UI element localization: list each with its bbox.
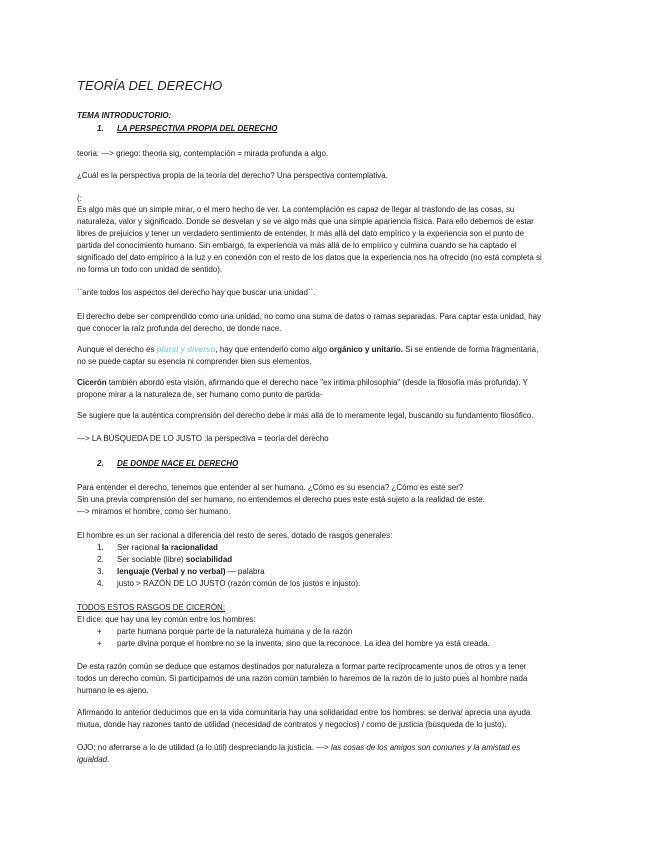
tema-heading: TEMA INTRODUCTORIO: <box>77 111 172 120</box>
text-run: Ser racional <box>117 543 162 552</box>
paragraph-aunque <box>77 344 585 368</box>
text-run: Aunque el derecho es <box>77 345 157 354</box>
plus-bullet-icon: + <box>97 627 102 636</box>
paragraph-line: El derecho debe ser comprendido como una unidad, no como una suma de datos o ramas separadas. Para captar esta unidad, hay <box>77 312 542 321</box>
bullet-item <box>97 638 490 650</box>
paragraph-quote: ``ante todos los aspectos del derecho hay que buscar una unidad``. <box>77 288 316 297</box>
section-2-number: 2. <box>97 459 104 468</box>
plus-bullet-icon: + <box>97 639 102 648</box>
paragraph-ciceron <box>77 377 585 401</box>
paragraph-sugiere: Se sugiere que la auténtica comprensión del derecho debe ir más allá de lo meramente legal, buscando su fundamento filosófico. <box>77 411 534 420</box>
document-title: TEORÍA DEL DERECHO <box>77 78 223 93</box>
list-item <box>97 542 218 554</box>
paragraph-teoria: teoria: —> griego: theoria sig, contemplación = mirada profunda a algo. <box>77 149 329 158</box>
list-number: 4. <box>97 579 104 588</box>
paragraph-line: partida del conocimiento humano. Sin embargo, la experiencia va más allá de lo empírico y culmina cuando se ha captado el <box>77 241 517 250</box>
bullet-item <box>97 626 352 638</box>
text-run: Si se entiende de forma fragmentaria, <box>403 345 539 354</box>
paragraph-line: naturaleza, valor y significado. Donde se desvelan y se ve algo más que una simple apariencia física. Para ello debemos de estar <box>77 217 534 226</box>
section-1-title: LA PERSPECTIVA PROPIA DEL DERECHO <box>117 124 278 133</box>
paragraph-line: significado del dato empírico a la luz y en conexión con el resto de los datos que la experiencia nos ha ofrecido (no está completa si <box>77 253 542 262</box>
paragraph-razon <box>77 661 585 697</box>
paragraph-line: propone mirar a la naturaleza de, ser humano como punto de partida- <box>77 390 323 399</box>
paragraph-dice: El dice: que hay una ley común entre los hombres: <box>77 615 256 624</box>
text-run: parte humana porque parte de la naturaleza humana y de la razón <box>117 627 353 636</box>
list-item <box>97 566 265 578</box>
paragraph-para <box>77 482 585 518</box>
paragraph-line: Es algo más que un simple mirar, o el mero hecho de ver. La contemplación es capaz de llegar al trasfondo de las cosas, su <box>77 205 515 214</box>
paragraph-line: libres de prejuicios y tener un verdadero sentimiento de entender. Ir más allá del dato empírico y la experiencia son el punto de <box>77 229 525 238</box>
ciceron-name: Cicerón <box>77 378 107 387</box>
paragraph-paren: (: <box>77 194 82 203</box>
paragraph-line: —> miramos el hombre, como ser humano. <box>77 507 231 516</box>
paragraph-afirmando <box>77 707 585 731</box>
bold-text: orgánico y unitario. <box>329 345 403 354</box>
paragraph-line: no forma un todo con unidad de sentido). <box>77 265 223 274</box>
section-2-title: DE DONDE NACE EL DERECHO <box>117 459 239 468</box>
paragraph-line: todos un derecho común. Si participamos de una razón común también lo haremos de la razón de lo justo pues al hombre nada <box>77 674 528 683</box>
paragraph-line: mutua, donde hay razones tanto de utilidad (necesidad de contratos y negocios) / como de justicia (búsqueda de lo justo). <box>77 720 507 729</box>
bold-text: la racionalidad <box>161 543 218 552</box>
paragraph-line: humano le es ajeno. <box>77 686 149 695</box>
text-run: justo > RAZÓN DE LO JUSTO (razón común de los justos e injusto). <box>117 579 361 588</box>
paragraph-derecho <box>77 311 585 335</box>
paragraph-hombre: El hombre es un ser racional a diferencia del resto de seres, dotado de rasgos generales: <box>77 531 393 540</box>
paragraph-line: De esta razón común se deduce que estamos destinados por naturaleza a formar parte recíprocamente unos de otros y a tener <box>77 662 527 671</box>
text-run: también abordó esta visión, afirmando que el derecho nace "ex intima philosophia" (desde la filosofía más profunda). Y <box>106 378 528 387</box>
paragraph-line: Sin una previa comprensión del ser humano, no entendemos el derecho pues este está sujeto a la realidad de este. <box>77 495 485 504</box>
section-1-number: 1. <box>97 124 104 133</box>
paragraph-line: Afirmando lo anterior deducimos que en la vida comunitaria hay una solidaridad entre los hombres: se deriva/ aprecia una ayuda <box>77 708 531 717</box>
list-number: 1. <box>97 543 104 552</box>
paragraph-line: Para entender el derecho, tenemos que entender al ser humano. ¿Cómo es su esencia? ¿Cómo es este ser? <box>77 483 464 492</box>
text-run: parte divina porque el hombre no se la inventa, sino que la reconoce. La idea del hombre ya está creada. <box>117 639 490 648</box>
bold-text: sociabilidad <box>185 555 233 564</box>
highlighted-text: plural y diverso <box>156 345 216 354</box>
paragraph-es-algo <box>77 204 585 276</box>
text-run: — palabra <box>225 567 265 576</box>
bold-text: lenguaje (Verbal y no verbal) <box>117 567 226 576</box>
todos-rasgos-heading: TODOS ESTOS RASGOS DE CICERÓN: <box>77 603 226 612</box>
section-2-heading <box>97 458 605 470</box>
paragraph-line: que conocer la raíz profunda del derecho, de donde nace. <box>77 324 282 333</box>
paragraph-line: igualdad. <box>77 755 110 764</box>
paragraph-line: no se puede captar su esencia ni comprender bien sus elementos. <box>77 357 312 366</box>
section-1-heading <box>97 123 605 135</box>
list-number: 3. <box>97 567 104 576</box>
text-run: , hay que entenderlo como algo <box>215 345 330 354</box>
text-run: Ser sociable (libre) <box>117 555 186 564</box>
paragraph-ojo <box>77 742 585 766</box>
list-number: 2. <box>97 555 104 564</box>
text-run: OJO: no aferrarse a lo de utilidad (a lo útil) despreciando la justicia. —> <box>77 743 331 752</box>
paragraph-cual: ¿Cuál es la perspectiva propia de la teoría del derecho? Una perspectiva contemplativa. <box>77 171 388 180</box>
italic-text: las cosas de los amigos son comunes y la amistad es <box>330 743 521 752</box>
list-item <box>97 554 232 566</box>
paragraph-busqueda: —> LA BÚSQUEDA DE LO JUSTO :la perspectiva = teoría del derecho <box>77 434 329 443</box>
list-item <box>97 578 360 590</box>
